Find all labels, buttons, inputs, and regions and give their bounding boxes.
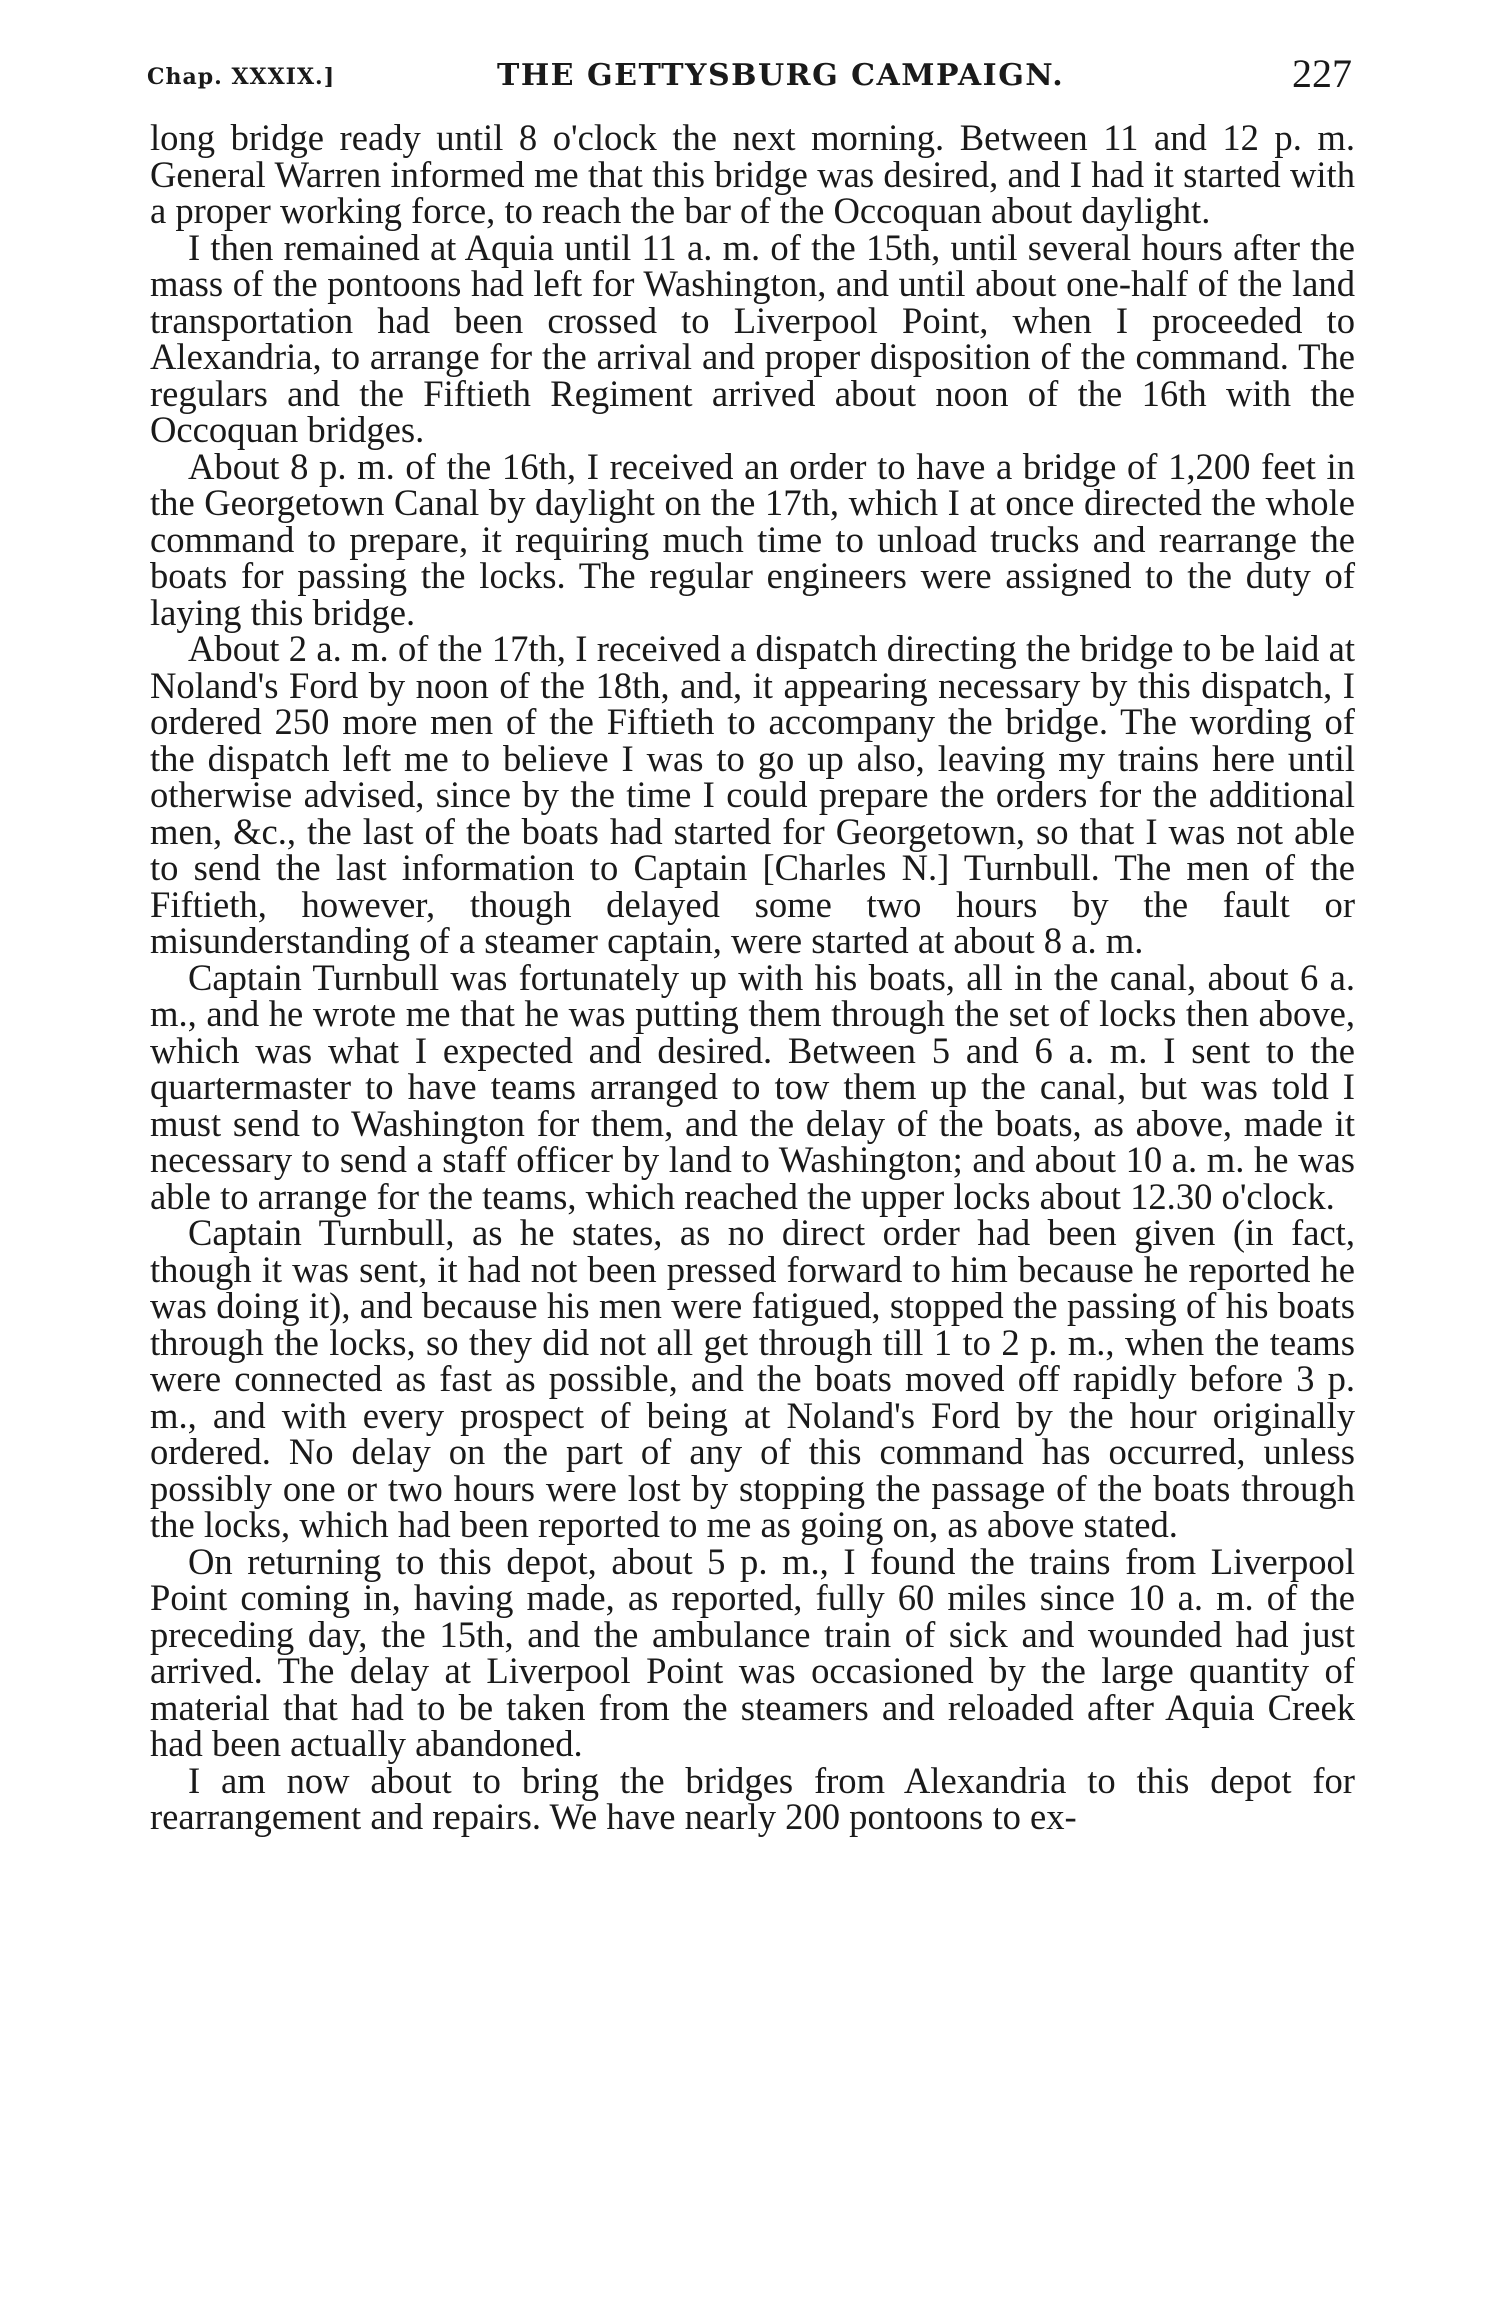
book-page: [147, 50, 1355, 1837]
page-number: 227: [1292, 51, 1352, 96]
running-title: THE GETTYSBURG CAMPAIGN.: [497, 58, 1065, 93]
paragraph: Captain Turnbull, as he states, as no direct order had been given (in fact, though it was sent, it had not been pressed forward to him because he reported he was doing it), and because his men were fatigued, stopped the passing of his boats through the locks, so they did not all get through till 1 to 2 p. m., when the teams were connected as fast as possible, and the boats moved off rapidly before 3 p. m., and with every prospect of being at Noland's Ford by the hour originally ordered. No delay on the part of any of this command has occurred, unless possibly one or two hours were lost by stopping the passage of the boats through the locks, which had been reported to me as going on, as above stated.: [150, 1212, 1355, 1545]
paragraph: About 2 a. m. of the 17th, I received a dispatch directing the bridge to be laid at Noland's Ford by noon of the 18th, and, it appearing necessary by this dispatch, I ordered 250 more men of the Fiftieth to accompany the bridge. The wording of the dispatch left me to believe I was to go up also, leaving my trains here until otherwise advised, since by the time I could prepare the orders for the additional men, &c., the last of the boats had started for Georgetown, so that I was not able to send the last information to Captain [Charles N.] Turnbull. The men of the Fiftieth, however, though delayed some two hours by the fault or misunderstanding of a steamer captain, were started at about 8 a. m.: [150, 628, 1355, 961]
running-head: [147, 50, 1355, 120]
paragraph: I then remained at Aquia until 11 a. m. of the 15th, until several hours after the mass of the pontoons had left for Washington, and until about one-half of the land transportation had been crossed to Liverpool Point, when I proceeded to Alexandria, to arrange for the arrival and proper disposition of the command. The regulars and the Fiftieth Regiment arrived about noon of the 16th with the Occoquan bridges.: [150, 226, 1355, 450]
paragraph: I am now about to bring the bridges from Alexandria to this depot for rearrangement and repairs. We have nearly 200 pontoons to ex-: [150, 1759, 1355, 1837]
paragraph: long bridge ready until 8 o'clock the next morning. Between 11 and 12 p. m. General Warren informed me that this bridge was desired, and I had it started with a proper working force, to reach the bar of the Occoquan about daylight.: [150, 117, 1355, 231]
paragraph: Captain Turnbull was fortunately up with his boats, all in the canal, about 6 a. m., and he wrote me that he was putting them through the set of locks then above, which was what I expected and desired. Between 5 and 6 a. m. I sent to the quartermaster to have teams arranged to tow them up the canal, but was told I must send to Washington for them, and the delay of the boats, as above, made it necessary to send a staff officer by land to Washington; and about 10 a. m. he was able to arrange for the teams, which reached the upper locks about 12.30 o'clock.: [150, 956, 1355, 1217]
paragraph: On returning to this depot, about 5 p. m., I found the trains from Liverpool Point coming in, having made, as reported, fully 60 miles since 10 a. m. of the preceding day, the 15th, and the ambulance train of sick and wounded had just arrived. The delay at Liverpool Point was occasioned by the large quantity of material that had to be taken from the steamers and reloaded after Aquia Creek had been actually abandoned.: [150, 1540, 1355, 1764]
body-text: [150, 117, 1355, 1837]
chapter-label: Chap. XXXIX.]: [147, 64, 336, 90]
paragraph: About 8 p. m. of the 16th, I received an order to have a bridge of 1,200 feet in the Georgetown Canal by daylight on the 17th, which I at once directed the whole command to prepare, it requiring much time to unload trucks and rearrange the boats for passing the locks. The regular engineers were assigned to the duty of laying this bridge.: [150, 445, 1355, 633]
